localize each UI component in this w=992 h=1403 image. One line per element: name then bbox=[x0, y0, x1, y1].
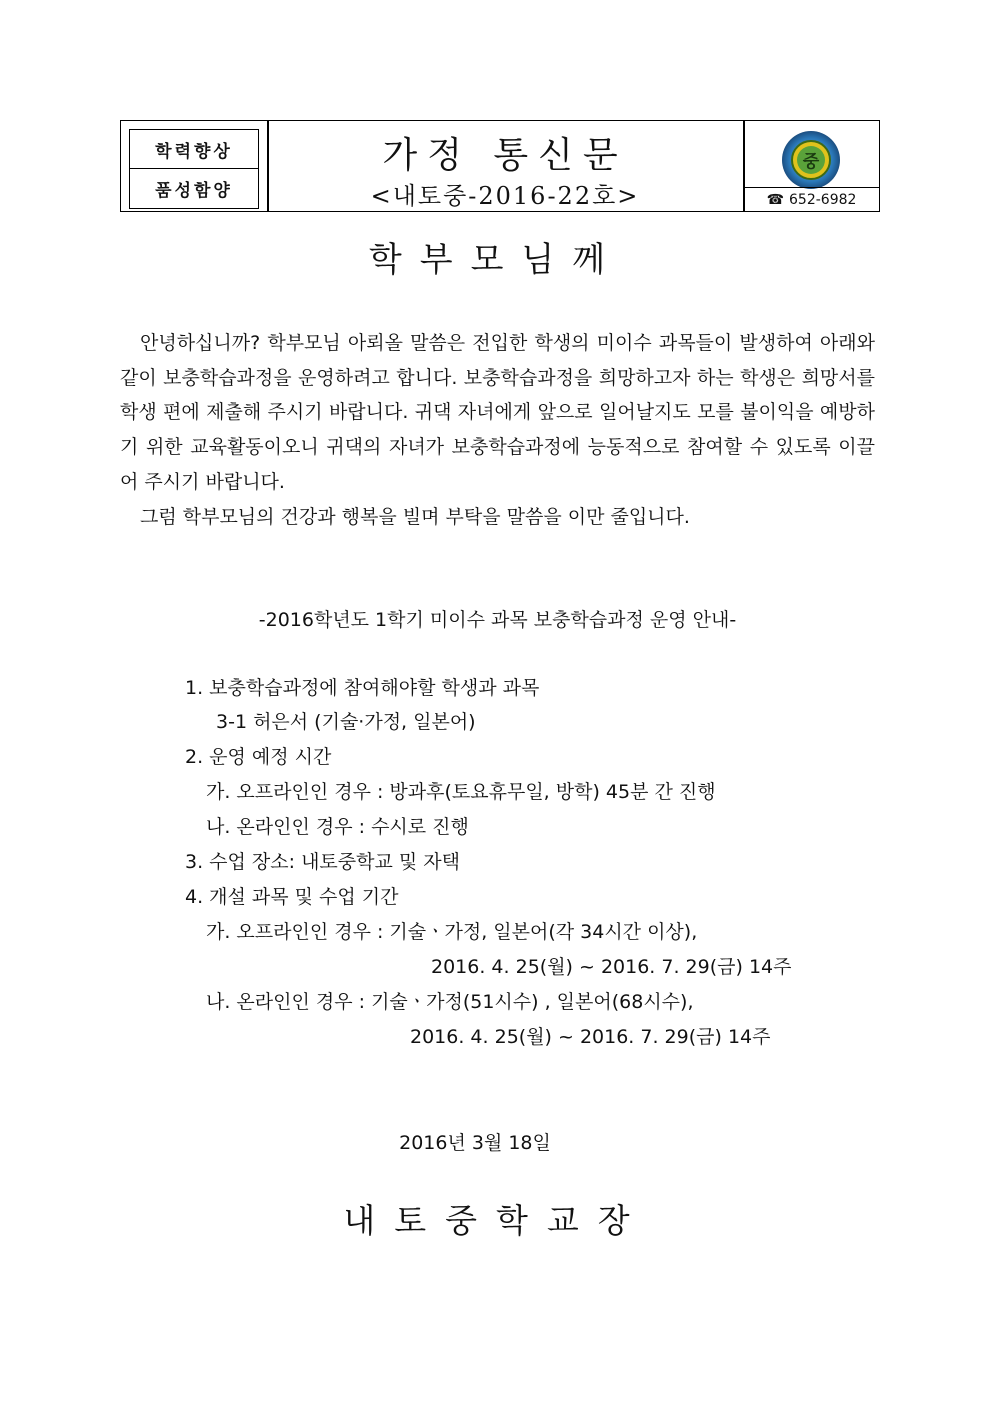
list-item-detail: 나. 온라인인 경우 : 기술ㆍ가정(51시수) , 일본어(68시수), bbox=[206, 991, 694, 1013]
phone-icon: ☎ bbox=[766, 191, 785, 208]
list-item: 3. 수업 장소: 내토중학교 및 자택 bbox=[185, 851, 460, 873]
logo-text: 중 bbox=[802, 152, 820, 172]
list-item-detail: 가. 오프라인인 경우 : 기술ㆍ가정, 일본어(각 34시간 이상), bbox=[206, 921, 698, 943]
list-item: 2. 운영 예정 시간 bbox=[185, 746, 332, 768]
principal-signature: 내토중학교장 bbox=[343, 1201, 649, 1240]
phone-number: 652-6982 bbox=[789, 191, 857, 208]
motto-bottom: 품성함양 bbox=[155, 181, 233, 201]
phone-box bbox=[743, 187, 880, 211]
school-logo bbox=[779, 129, 843, 191]
letter-date: 2016년 3월 18일 bbox=[399, 1132, 551, 1154]
list-item: 1. 보충학습과정에 참여해야할 학생과 과목 bbox=[185, 677, 540, 699]
notice-title: -2016학년도 1학기 미이수 과목 보충학습과정 운영 안내- bbox=[258, 609, 737, 631]
list-item-detail: 3-1 허은서 (기술·가정, 일본어) bbox=[216, 711, 476, 733]
list-item: 4. 개설 과목 및 수업 기간 bbox=[185, 886, 399, 908]
list-item-detail: 나. 온라인인 경우 : 수시로 진행 bbox=[206, 816, 469, 838]
letter-body bbox=[120, 326, 875, 534]
period-text: 2016. 4. 25(월) ~ 2016. 7. 29(금) 14주 bbox=[431, 956, 792, 978]
motto-top: 학력향상 bbox=[130, 130, 258, 169]
newsletter-header bbox=[120, 120, 880, 212]
body-paragraph: 안녕하십니까? 학부모님 아뢰올 말씀은 전입한 학생의 미이수 과목들이 발생하여 아래와 같이 보충학습과정을 운영하려고 합니다. 보충학습과정을 희망하고자 하는 학생은 희망서를 학생 편에 제출해 주시기 바랍니다. 귀댁 자녀에게 앞으로 일어날지도 모를 불이익을 예방하기 위한 교육활동이오니 귀댁의 자녀가 보충학습과정에 능동적으로 참여할 수 있도록 이끌어 주시기 바랍니다. bbox=[120, 332, 875, 493]
list-item-detail: 가. 오프라인인 경우 : 방과후(토요휴무일, 방학) 45분 간 진행 bbox=[206, 781, 716, 803]
period-text: 2016. 4. 25(월) ~ 2016. 7. 29(금) 14주 bbox=[410, 1026, 771, 1048]
school-motto-box bbox=[129, 129, 259, 209]
newsletter-title: 가정 통신문 bbox=[382, 135, 628, 176]
greeting-heading: 학부모님께 bbox=[368, 240, 624, 280]
issue-number: <내토중-2016-22호> bbox=[370, 182, 640, 210]
body-paragraph: 그럼 학부모님의 건강과 행복을 빌며 부탁을 말씀을 이만 줄입니다. bbox=[140, 505, 690, 528]
